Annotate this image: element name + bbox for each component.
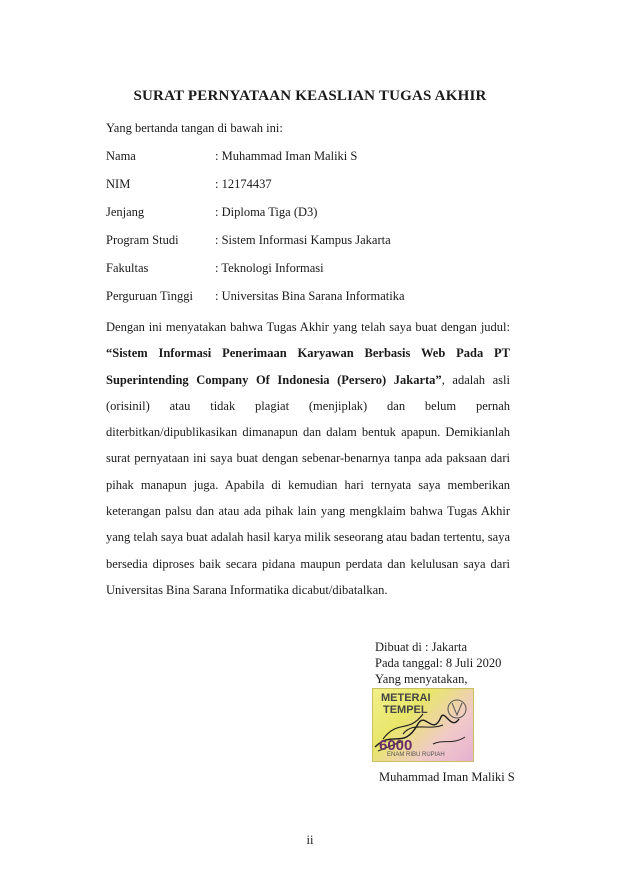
- signatory-name: Muhammad Iman Maliki S: [379, 770, 515, 784]
- statement-paragraph: [106, 314, 510, 603]
- page-number: ii: [306, 833, 314, 847]
- document-title: SURAT PERNYATAAN KEASLIAN TUGAS AKHIR: [133, 88, 487, 104]
- field-label: Nama: [106, 149, 136, 163]
- field-row-perguruan-tinggi: [106, 289, 526, 307]
- signature-place: Dibuat di : Jakarta: [375, 640, 467, 654]
- field-value: : 12174437: [215, 177, 272, 191]
- field-value: : Muhammad Iman Maliki S: [215, 149, 358, 163]
- field-value: : Sistem Informasi Kampus Jakarta: [215, 233, 391, 247]
- statement-body: , adalah asli (orisinil) atau tidak plagiat (menjiplak) dan belum pernah diterbitkan/dipublikasikan dimanapun dan dalam bentuk apapun. Demikianlah surat pernyataan ini saya buat dengan sebenar-benarnya tanpa ada paksaan dari pihak manapun juga. Apabila di kemudian hari ternyata saya memberikan keterangan palsu dan atau ada pihak lain yang mengklaim bahwa Tugas Akhir yang telah saya buat adalah hasil karya milik seseorang atau badan tertentu, saya bersedia diproses baik secara pidana maupun perdata dan kelulusan saya dari Universitas Bina Sarana Informatika dicabut/dibatalkan.: [106, 372, 510, 597]
- field-label: Program Studi: [106, 233, 179, 247]
- field-label: Jenjang: [106, 205, 145, 219]
- intro-text: Yang bertanda tangan di bawah ini:: [106, 121, 283, 135]
- field-value: : Teknologi Informasi: [215, 261, 324, 275]
- field-row-fakultas: [106, 261, 526, 279]
- field-row-program-studi: [106, 233, 526, 251]
- stamp-serial: ENAM RIBU RUPIAH: [387, 752, 445, 758]
- field-label: NIM: [106, 177, 131, 191]
- stamp-line1: METERAI: [381, 692, 431, 704]
- signature-date: Pada tanggal: 8 Juli 2020: [375, 656, 502, 670]
- field-row-jenjang: [106, 205, 526, 223]
- thesis-title: “Sistem Informasi Penerimaan Karyawan Berbasis Web Pada PT Superintending Company Of Indonesia (Persero) Jakarta”: [106, 346, 510, 387]
- stamp-amount: 6000: [379, 737, 413, 754]
- signature-closing: Yang menyatakan,: [375, 672, 468, 686]
- field-value: : Diploma Tiga (D3): [215, 205, 318, 219]
- revenue-stamp: [372, 688, 474, 762]
- field-row-nim: [106, 177, 526, 195]
- stamp-line2: TEMPEL: [383, 704, 428, 716]
- field-row-nama: [106, 149, 526, 167]
- field-value: : Universitas Bina Sarana Informatika: [215, 289, 405, 303]
- field-label: Fakultas: [106, 261, 149, 275]
- statement-lead: Dengan ini menyatakan bahwa Tugas Akhir yang telah saya buat dengan judul:: [106, 320, 510, 334]
- field-label: Perguruan Tinggi: [106, 289, 193, 303]
